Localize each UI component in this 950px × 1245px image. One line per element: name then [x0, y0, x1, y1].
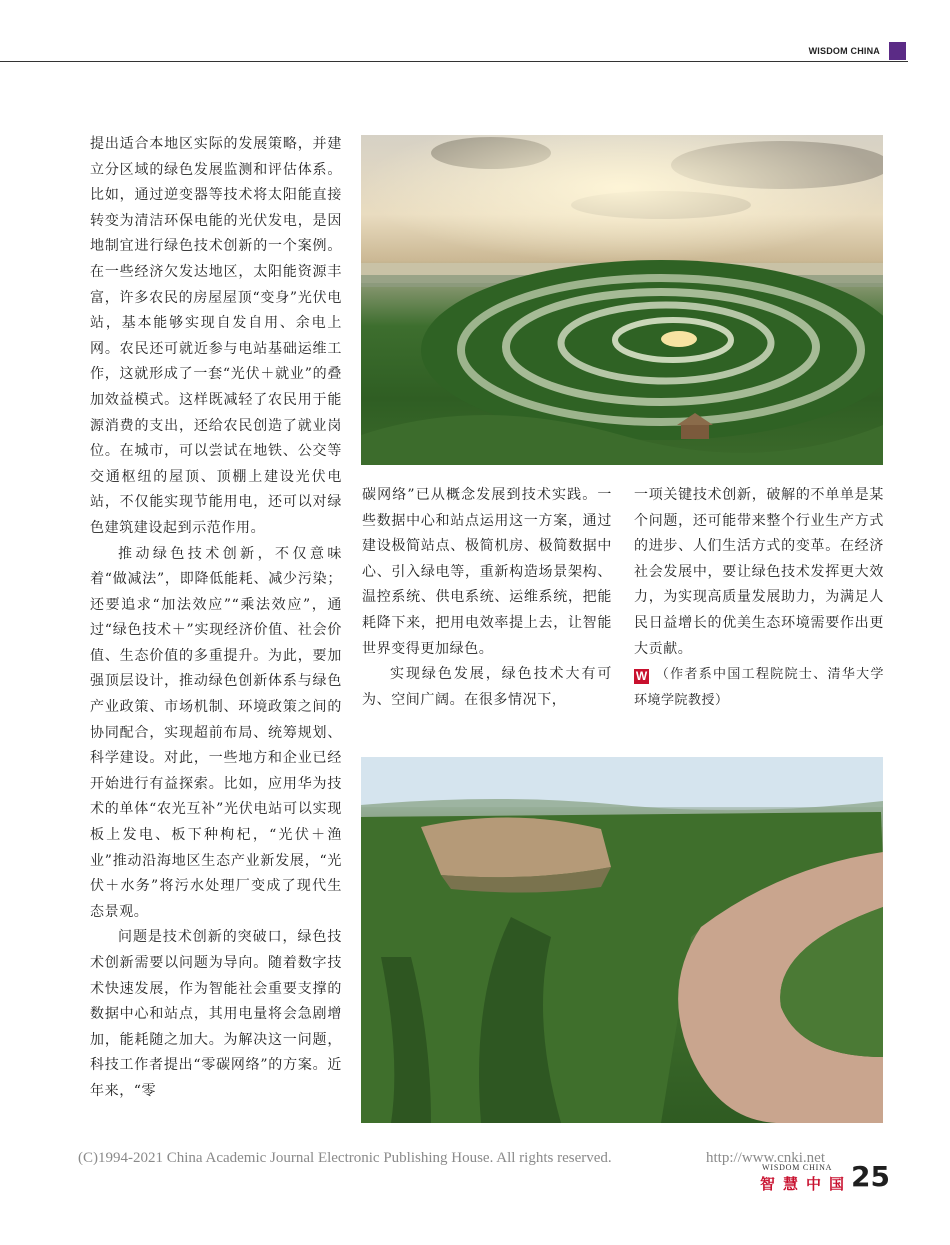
wetland-maze-illustration [361, 135, 883, 465]
header-brand: WISDOM CHINA [808, 46, 880, 56]
paragraph: 提出适合本地区实际的发展策略，并建立分区域的绿色发展监测和评估体系。比如，通过逆变器等技术将太阳能直接转变为清洁环保电能的光伏发电，是因地制宜进行绿色技术创新的一个案例。在一些经济欠发达地区，太阳能资源丰富，许多农民的房屋屋顶“变身”光伏电站，基本能够实现自发自用、余电上网。农民还可就近参与电站基础运维工作，这就形成了一套“光伏＋就业”的叠加效益模式。这样既减轻了农民用于能源消费的支出，还给农民创造了就业岗位。在城市，可以尝试在地铁、公交等交通枢纽的屋顶、顶棚上建设光伏电站，不仅能实现节能用电，还可以对绿色建筑建设起到示范作用。 [90, 136, 342, 536]
author-text: （作者系中国工程院院士、清华大学环境学院教授） [634, 667, 884, 708]
paragraph: 碳网络”已从概念发展到技术实践。一些数据中心和站点运用这一方案，通过建设极简站点、极简机房、极简数据中心、引入绿电等，重新构造场景架构、温控系统、供电系统、运维系统，把能耗降下来，把用电效率提上去，让智能世界变得更加绿色。 [362, 487, 612, 657]
article-column-1 [90, 132, 342, 1105]
paragraph: 实现绿色发展，绿色技术大有可为、空间广阔。在很多情况下， [362, 666, 612, 708]
end-mark-w-icon: W [635, 669, 648, 684]
page-number: 25 [851, 1160, 890, 1193]
article-column-2 [362, 483, 612, 713]
header-accent-square [889, 42, 906, 60]
article-column-3 [634, 483, 884, 713]
river-canyon-photo [361, 757, 883, 1123]
header-rule [0, 61, 908, 62]
paragraph: 推动绿色技术创新，不仅意味着“做减法”，即降低能耗、减少污染；还要追求“加法效应”“乘法效应”，通过“绿色技术＋”实现经济价值、社会价值、生态价值的多重提升。为此，要加强顶层设计，推动绿色创新体系与绿色产业政策、市场机制、环境政策之间的协同配合，实现超前布局、统筹规划、科学建设。对此，一些地方和企业已经开始进行有益探索。比如，应用华为技术的单体“农光互补”光伏电站可以实现板上发电、板下种枸杞，“光伏＋渔业”推动沿海地区生态产业新发展，“光伏＋水务”将污水处理厂变成了现代生态景观。 [90, 545, 342, 920]
river-canyon-illustration [361, 757, 883, 1123]
footer-copyright: (C)1994-2021 China Academic Journal Electronic Publishing House. All rights reserved. [78, 1150, 612, 1166]
paragraph: 一项关键技术创新，破解的不单单是某个问题，还可能带来整个行业生产方式的进步、人们生活方式的变革。在经济社会发展中，要让绿色技术发挥更大效力，为实现高质量发展助力，为满足人民日益增长的优美生态环境需要作出更大贡献。 [634, 487, 884, 657]
wetland-maze-photo [361, 135, 883, 465]
paragraph: 问题是技术创新的突破口，绿色技术创新需要以问题为导向。随着数字技术快速发展，作为智能社会重要支撑的数据中心和站点，其用电量将会急剧增加，能耗随之加大。为解决这一问题，科技工作者提出“零碳网络”的方案。近年来，“零 [90, 929, 342, 1099]
footer-logo: 智慧中国 [760, 1175, 853, 1193]
footer-brand-en: WISDOM CHINA [762, 1163, 833, 1172]
author-note [634, 662, 884, 713]
footer-url[interactable]: http://www.cnki.net [706, 1150, 826, 1166]
